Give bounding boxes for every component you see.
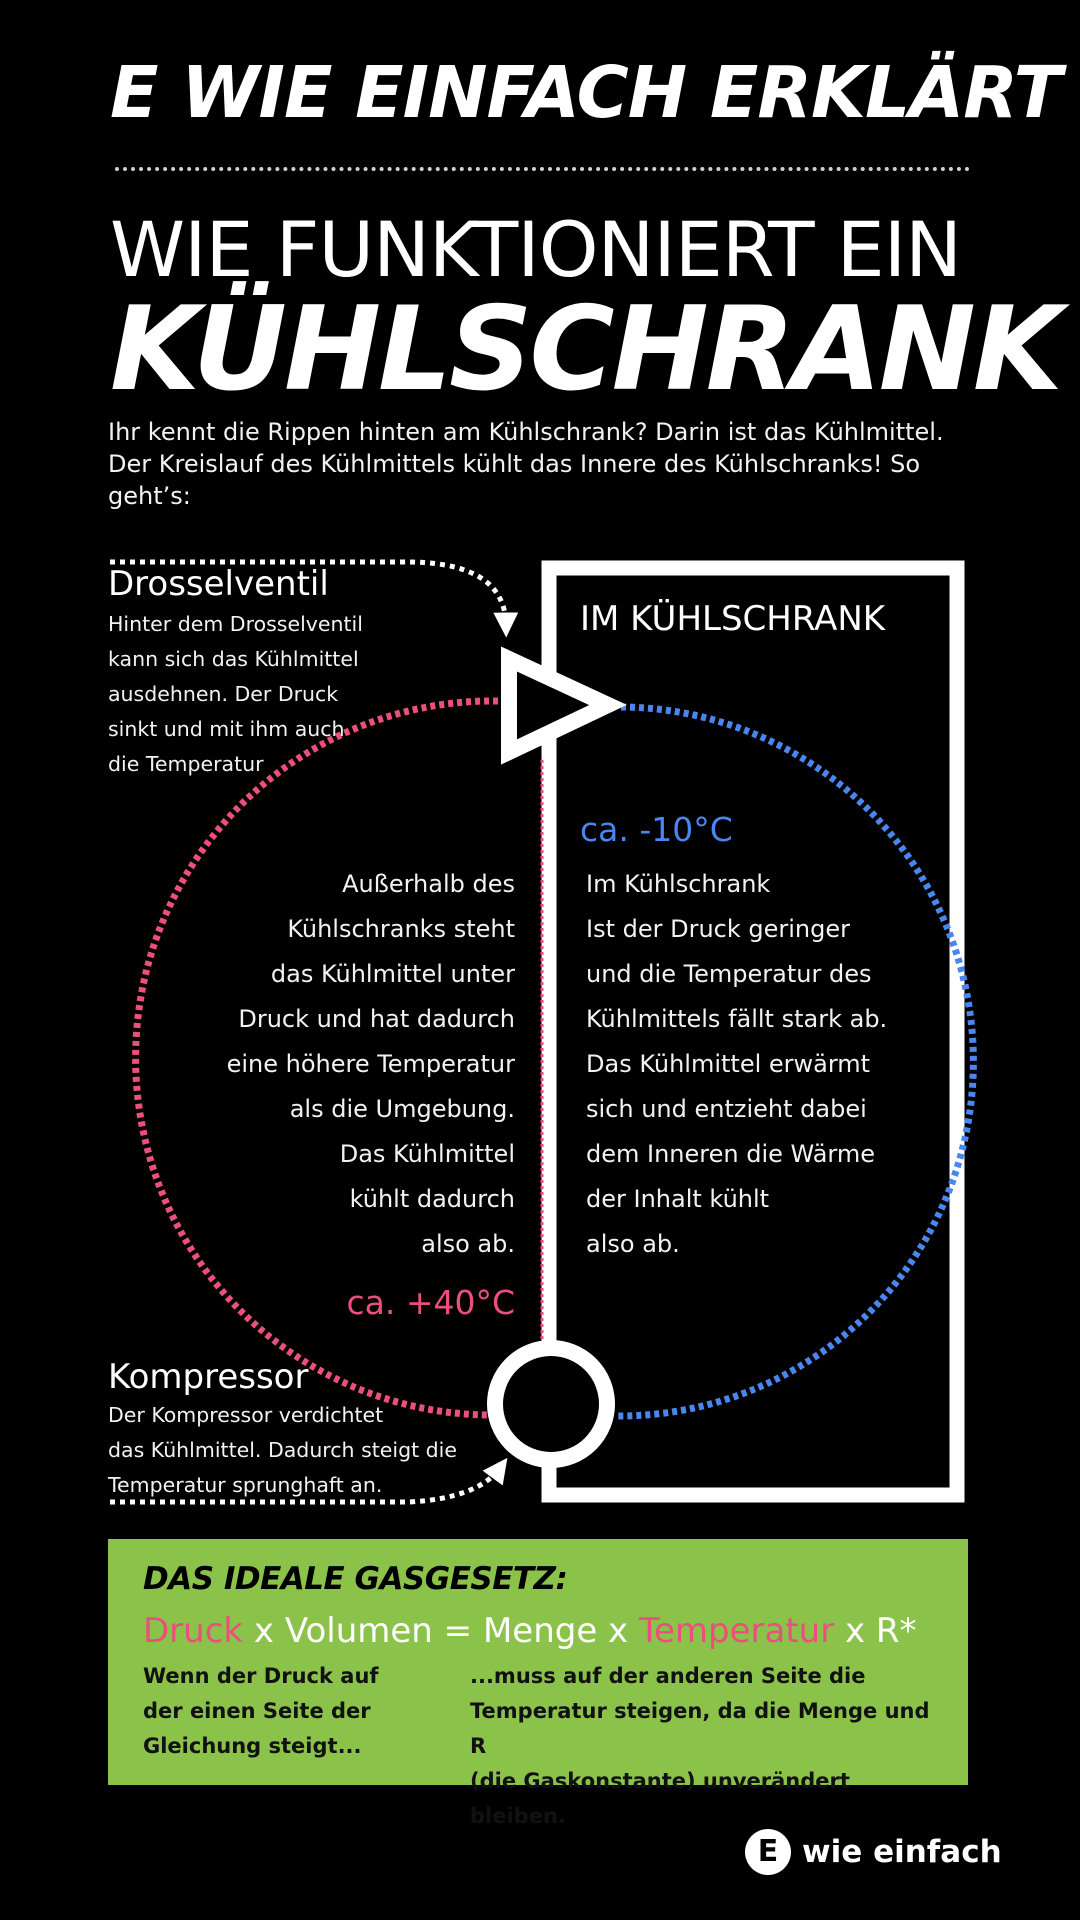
- page-title-line-1: WIE FUNKTIONIERT EIN: [110, 205, 961, 294]
- valve-title: Drosselventil: [108, 564, 329, 604]
- outside-line: Das Kühlmittel: [339, 1140, 515, 1168]
- outside-line: also ab.: [421, 1230, 515, 1258]
- inside-line: Ist der Druck geringer: [586, 915, 851, 943]
- outside-line: Außerhalb des: [342, 870, 515, 898]
- brand-logo: [745, 1827, 1002, 1879]
- inside-fridge-text: [586, 862, 936, 1267]
- inside-line: sich und entzieht dabei: [586, 1095, 867, 1123]
- compressor-title: Kompressor: [108, 1357, 309, 1397]
- inside-line: dem Inneren die Wärme: [586, 1140, 876, 1168]
- outside-line: das Kühlmittel unter: [270, 960, 515, 988]
- valve-line: Hinter dem Drosselventil: [108, 612, 363, 636]
- gas-right-line: (die Gaskonstante) unverändert bleiben.: [470, 1769, 850, 1828]
- valve-description: [108, 563, 438, 782]
- inside-line: der Inhalt kühlt: [586, 1185, 770, 1213]
- gas-right-line: Temperatur steigen, da die Menge und R: [470, 1699, 930, 1758]
- equation-temperature: Temperatur: [638, 1611, 835, 1651]
- compressor-line: das Kühlmittel. Dadurch steigt die: [108, 1438, 457, 1462]
- throttle-valve-symbol: [509, 659, 608, 752]
- intro-text: Ihr kennt die Rippen hinten am Kühlschrank? Darin ist das Kühlmittel. Der Kreislauf des Kühlmittels kühlt das Innere des Kühlschranks! So geht’s:: [108, 418, 944, 510]
- valve-line: die Temperatur: [108, 752, 264, 776]
- hot-temperature: ca. +40°C: [346, 1283, 515, 1322]
- inside-line: und die Temperatur des: [586, 960, 872, 988]
- gas-law-title: DAS IDEALE GASGESETZ:: [143, 1561, 568, 1597]
- gas-law-box: [108, 1539, 968, 1828]
- inside-line: Kühlmittels fällt stark ab.: [586, 1005, 888, 1033]
- outside-line: als die Umgebung.: [289, 1095, 515, 1123]
- fridge-label: IM KÜHLSCHRANK: [580, 599, 886, 639]
- outside-fridge-text: [200, 862, 515, 1267]
- compressor-line: Temperatur sprunghaft an.: [108, 1473, 383, 1497]
- inside-line: Im Kühlschrank: [586, 870, 771, 898]
- logo-e-icon: E: [745, 1829, 791, 1875]
- cold-temperature: ca. -10°C: [580, 810, 733, 849]
- compressor-line: Der Kompressor verdichtet: [108, 1403, 384, 1427]
- inside-line: Das Kühlmittel erwärmt: [586, 1050, 871, 1078]
- gas-left-line: Wenn der Druck auf: [143, 1664, 379, 1688]
- gas-right-line: ...muss auf der anderen Seite die: [470, 1664, 866, 1688]
- gas-left-line: Gleichung steigt...: [143, 1734, 362, 1758]
- gas-law-equation: [143, 1609, 917, 1653]
- gas-law-right-text: [470, 1659, 940, 1834]
- logo-text: wie einfach: [802, 1834, 1002, 1870]
- outside-line: Druck und hat dadurch: [238, 1005, 515, 1033]
- gas-left-line: der einen Seite der: [143, 1699, 371, 1723]
- equation-middle: x Volumen = Menge x: [253, 1611, 629, 1651]
- equation-end: x R*: [845, 1611, 917, 1651]
- brand-headline: E WIE EINFACH ERKLÄRT: [110, 51, 1062, 134]
- outside-line: Kühlschranks steht: [287, 915, 515, 943]
- compressor-symbol: [495, 1348, 607, 1460]
- gas-law-left-text: [143, 1659, 403, 1764]
- page-title-line-2: KÜHLSCHRANK: [110, 282, 1060, 417]
- valve-line: ausdehnen. Der Druck: [108, 682, 339, 706]
- equation-pressure: Druck: [143, 1611, 244, 1651]
- inside-line: also ab.: [586, 1230, 680, 1258]
- valve-line: sinkt und mit ihm auch: [108, 717, 345, 741]
- compressor-description: [108, 1356, 488, 1503]
- valve-line: kann sich das Kühlmittel: [108, 647, 359, 671]
- outside-line: kühlt dadurch: [349, 1185, 515, 1213]
- outside-line: eine höhere Temperatur: [226, 1050, 515, 1078]
